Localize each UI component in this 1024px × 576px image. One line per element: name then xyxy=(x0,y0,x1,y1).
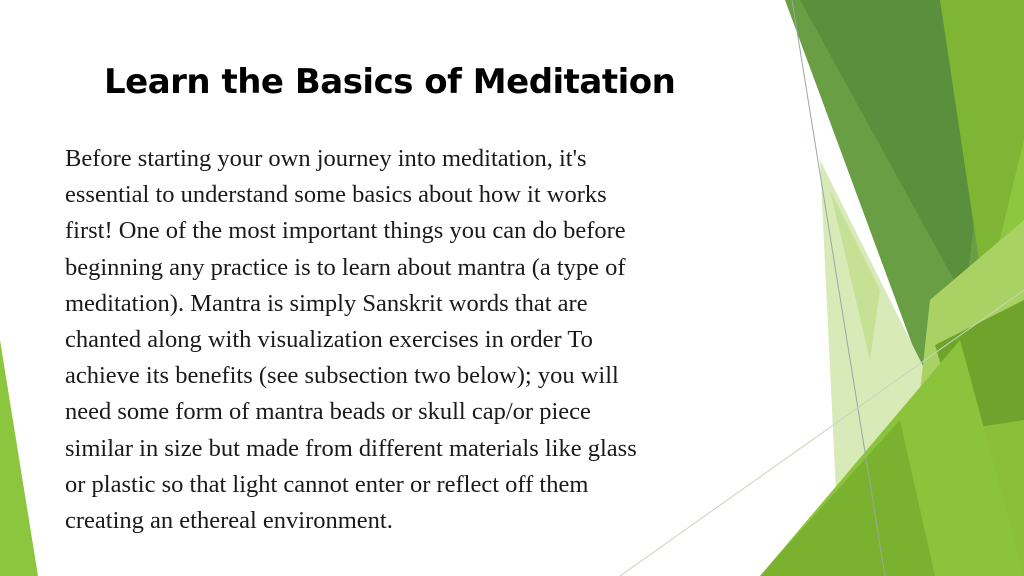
body-paragraph xyxy=(65,141,785,539)
slide-title: Learn the Basics of Meditation xyxy=(104,62,676,102)
body-line: similar in size but made from different materials like glass xyxy=(65,434,637,462)
body-line: Before starting your own journey into meditation, it's xyxy=(65,145,587,172)
body-line: need some form of mantra beads or skull cap/or piece xyxy=(65,398,591,426)
body-line: first! One of the most important things you can do before xyxy=(65,217,626,245)
body-line: chanted along with visualization exercises in order To xyxy=(65,326,593,354)
body-line: or plastic so that light cannot enter or reflect off them xyxy=(65,470,589,498)
body-line: beginning any practice is to learn about mantra (a type of xyxy=(65,253,626,281)
body-line: essential to understand some basics about how it works xyxy=(65,181,607,209)
body-line: achieve its benefits (see subsection two below); you will xyxy=(65,362,619,390)
body-line: creating an ethereal environment. xyxy=(65,507,393,535)
body-line: meditation). Mantra is simply Sanskrit words that are xyxy=(65,289,588,317)
